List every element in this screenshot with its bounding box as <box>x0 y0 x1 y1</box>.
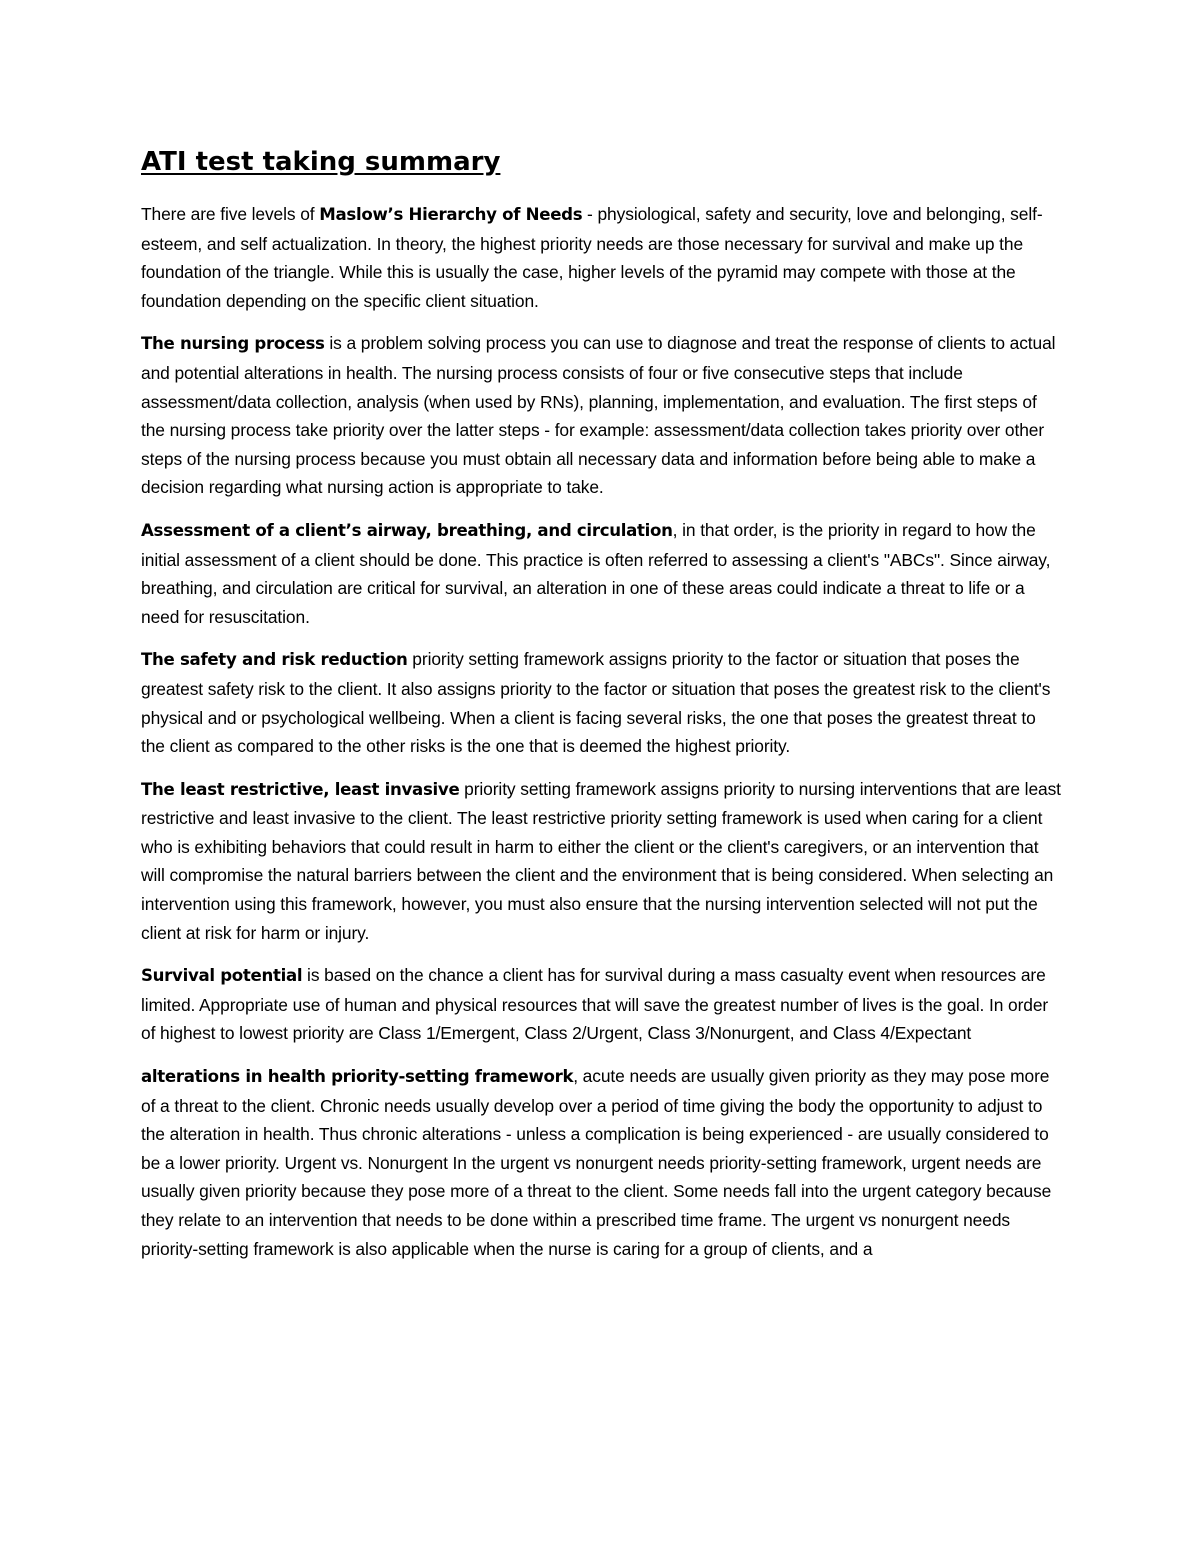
paragraph-nursing-process <box>141 329 1063 502</box>
paragraph-lead-term: Survival potential <box>141 966 303 986</box>
paragraph-least-restrictive <box>141 775 1063 948</box>
paragraph-maslow <box>141 200 1063 315</box>
paragraph-text: priority setting framework assigns priority to nursing interventions that are least restrictive and least invasive to the client. The least restrictive priority setting framework is used when caring for a client who is exhibiting behaviors that could result in harm to either the client or the client's caregivers, or an intervention that will compromise the natural barriers between the client and the environment that is being considered. When selecting an intervention using this framework, however, you must also ensure that the nursing intervention selected will not put the client at risk for harm or injury. <box>141 778 1061 943</box>
paragraph-text: , in that order, is the priority in regard to how the initial assessment of a client should be done. This practice is often referred to assessing a client's "ABCs". Since airway, breathing, and circulation are critical for survival, an alteration in one of these areas could indicate a threat to life or a need for resuscitation. <box>141 519 1051 627</box>
paragraph-lead-term: The nursing process <box>141 334 325 354</box>
paragraph-lead-term: alterations in health priority-setting framework <box>141 1067 574 1087</box>
paragraph-text: is a problem solving process you can use to diagnose and treat the response of clients to actual and potential alterations in health. The nursing process consists of four or five consecutive steps that include assessment/data collection, analysis (when used by RNs), planning, implementation, and evaluation. The first steps of the nursing process take priority over the latter steps - for example: assessment/data collection takes priority over other steps of the nursing process because you must obtain all necessary data and information before being able to make a decision regarding what nursing action is appropriate to take. <box>141 333 1056 498</box>
paragraph-pre-text: There are five levels of <box>141 204 320 224</box>
document-title: ATI test taking summary <box>141 147 501 177</box>
paragraph-lead-term: The safety and risk reduction <box>141 650 408 670</box>
paragraph-lead-term: Maslow’s Hierarchy of Needs <box>319 205 583 224</box>
paragraph-text: is based on the chance a client has for survival during a mass casualty event when resources are limited. Appropriate use of human and physical resources that will save the greatest number of lives is the goal. In order of highest to lowest priority are Class 1/Emergent, Class 2/Urgent, Class 3/Nonurgent, and Class 4/Expectant <box>141 965 1049 1044</box>
paragraph-survival-potential <box>141 961 1063 1048</box>
paragraph-text: priority setting framework assigns priority to the factor or situation that poses the greatest safety risk to the client. It also assigns priority to the factor or situation that poses the greatest risk to the client's physical and or psychological wellbeing. When a client is facing several risks, the one that poses the greatest threat to the client as compared to the other risks is the one that is deemed the highest priority. <box>141 649 1051 757</box>
paragraph-abcs <box>141 516 1063 631</box>
paragraph-text: , acute needs are usually given priority as they may pose more of a threat to the client. Chronic needs usually develop over a period of time giving the body the opportunity to adjust to the alteration in health. Thus chronic alterations - unless a complication is being experienced - are usually considered to be a lower priority. Urgent vs. Nonurgent In the urgent vs nonurgent needs priority-setting framework, urgent needs are usually given priority because they pose more of a threat to the client. Some needs fall into the urgent category because they relate to an intervention that needs to be done within a prescribed time frame. The urgent vs nonurgent needs priority-setting framework is also applicable when the nurse is caring for a group of clients, and a <box>141 1066 1052 1259</box>
paragraph-safety-risk <box>141 645 1063 760</box>
paragraph-alterations-health <box>141 1062 1063 1263</box>
paragraph-lead-term: Assessment of a client’s airway, breathing, and circulation <box>141 520 673 540</box>
document-body <box>141 144 1063 1277</box>
paragraph-lead-term: The least restrictive, least invasive <box>141 779 460 799</box>
paragraph-text: - physiological, safety and security, love and belonging, self-esteem, and self actualization. In theory, the highest priority needs are those necessary for survival and make up the foundation of the triangle. While this is usually the case, higher levels of the pyramid may compete with those at the foundation depending on the specific client situation. <box>141 204 1043 311</box>
